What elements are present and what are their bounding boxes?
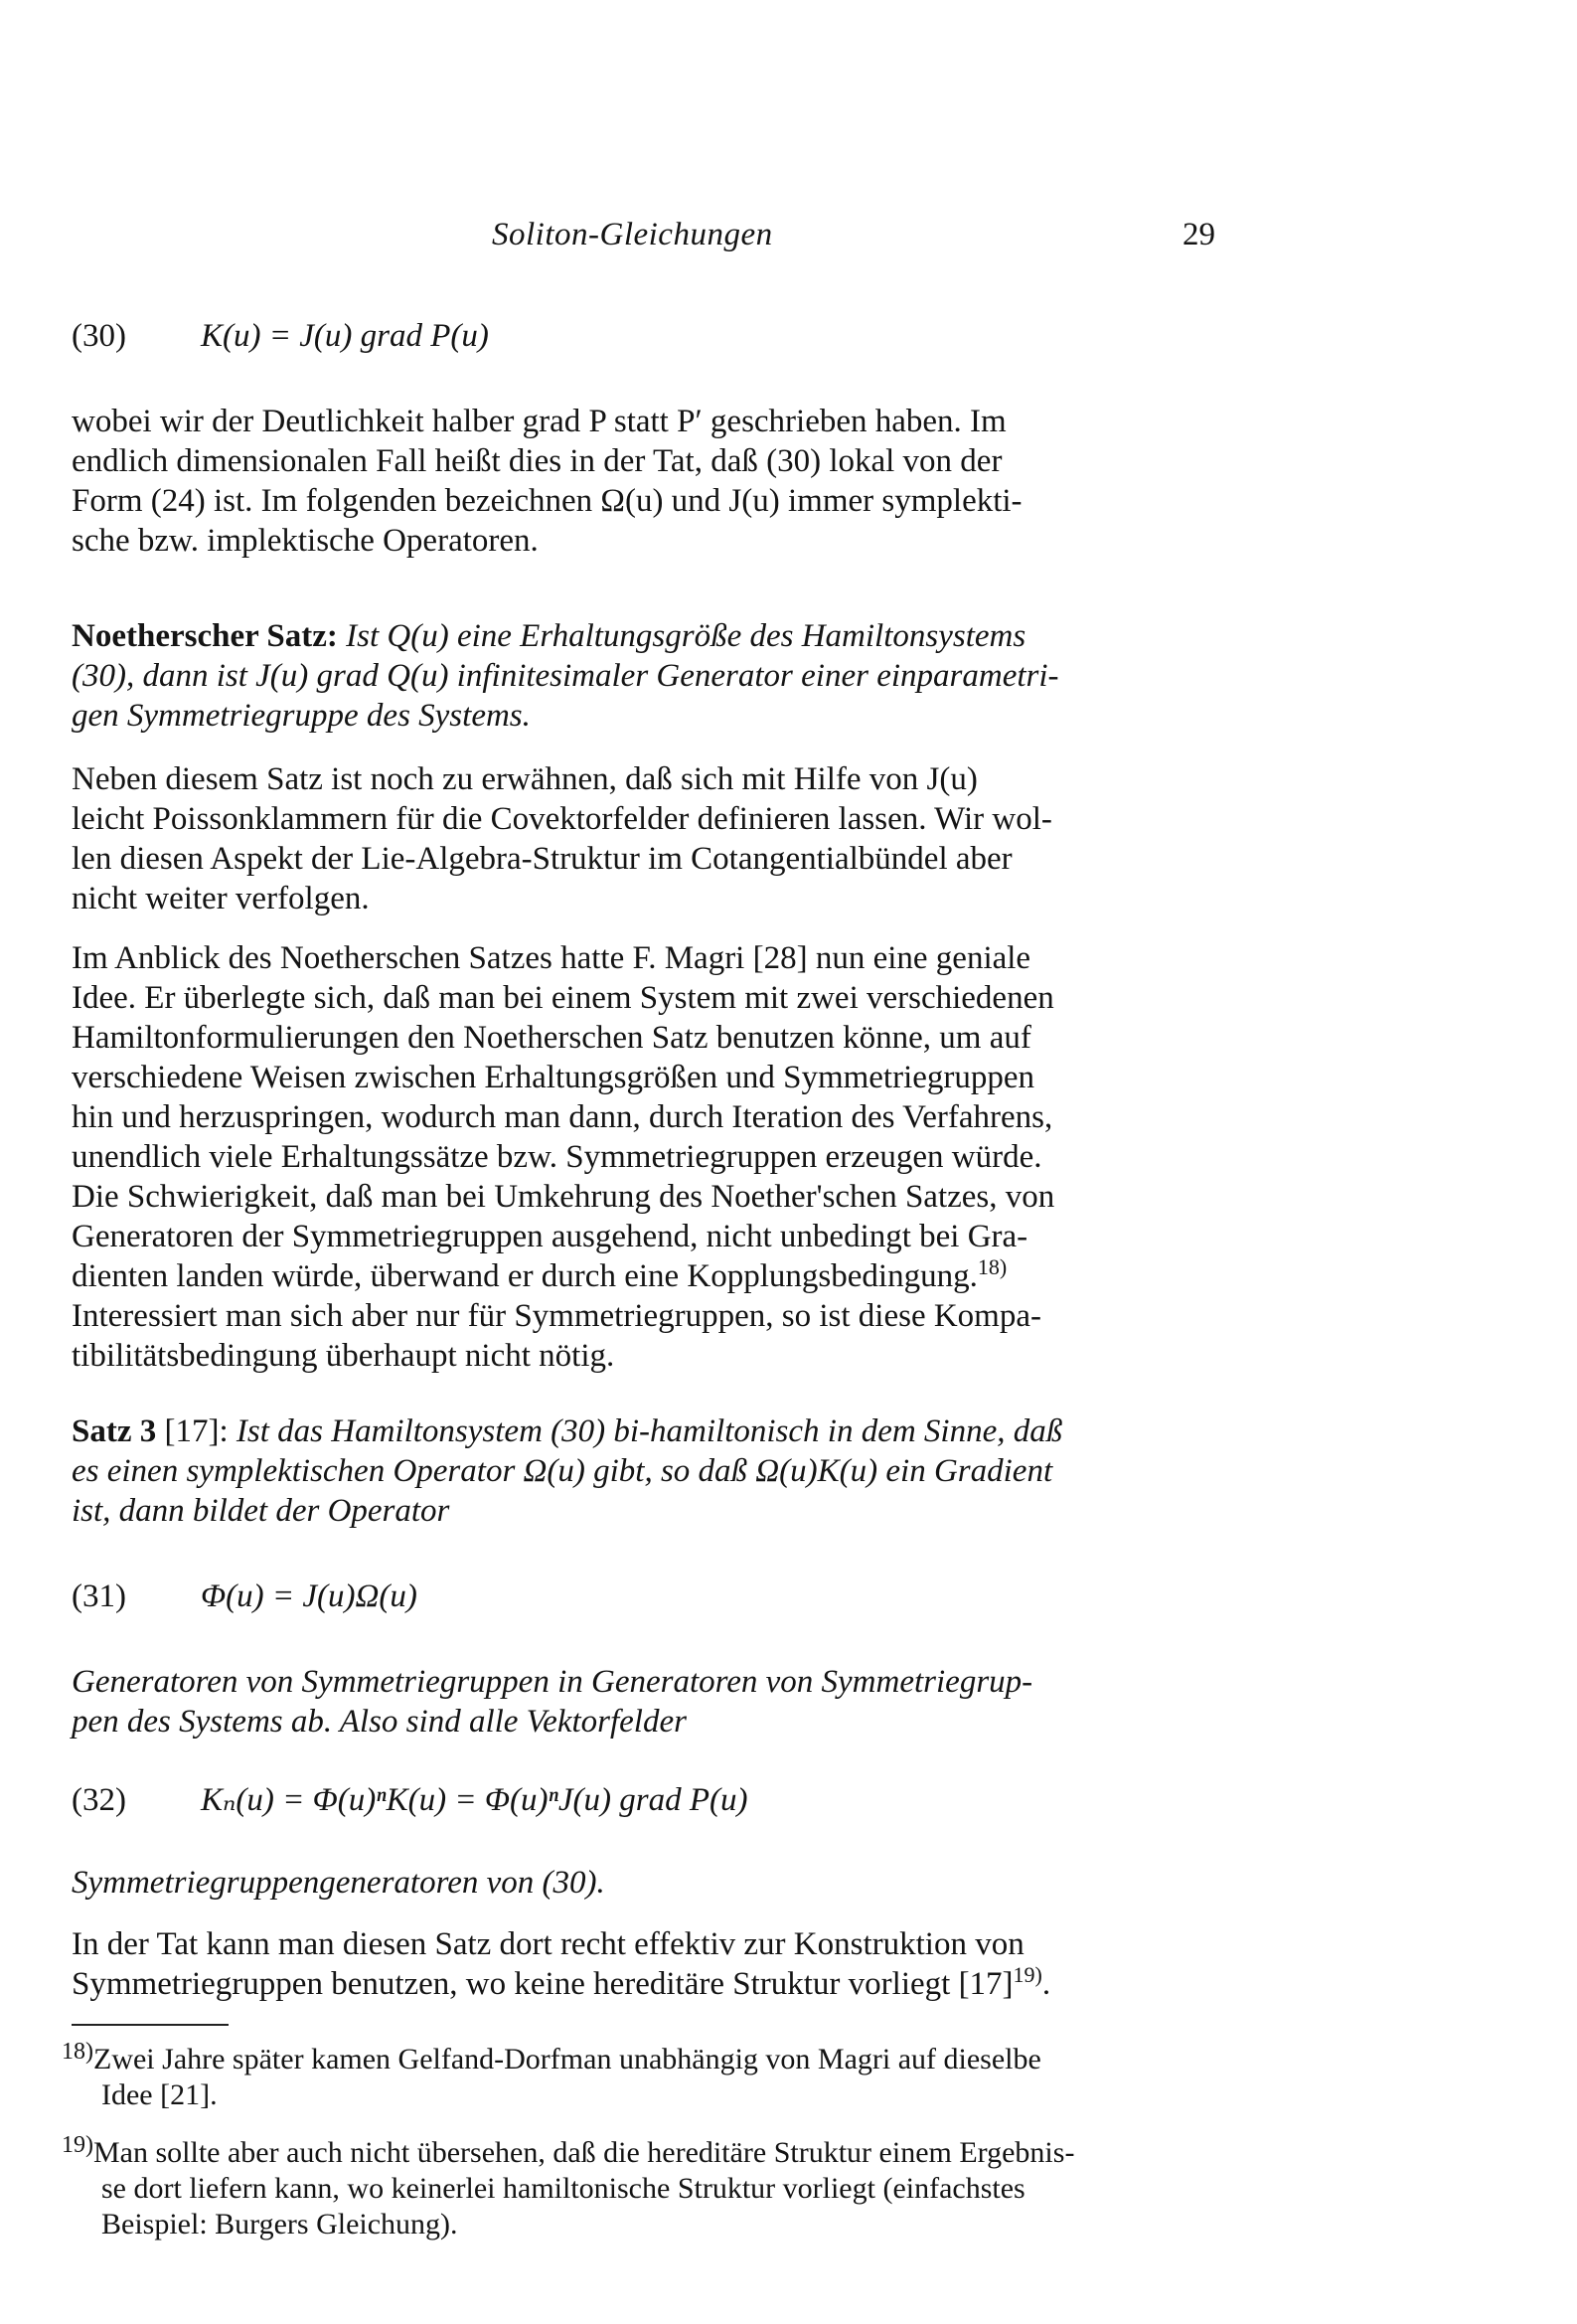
text-line: In der Tat kann man diesen Satz dort recht effektiv zur Konstruktion von: [72, 1926, 1025, 1962]
equation-number: (31): [72, 1578, 126, 1614]
equation-formula: Kₙ(u) = Φ(u)ⁿK(u) = Φ(u)ⁿJ(u) grad P(u): [201, 1782, 748, 1818]
text-line: Im Anblick des Noetherschen Satzes hatte F. Magri [28] nun eine geniale: [72, 940, 1031, 976]
text-line: ist, dann bildet der Operator: [72, 1493, 450, 1529]
equation-formula: K(u) = J(u) grad P(u): [201, 318, 489, 354]
footnote-reference: 19): [1013, 1962, 1042, 1987]
theorem-label: Satz 3: [72, 1413, 157, 1449]
equation-30: [72, 318, 489, 355]
equation-formula: Φ(u) = J(u)Ω(u): [201, 1578, 417, 1614]
footnote-divider: [72, 2024, 229, 2026]
text-line: (30), dann ist J(u) grad Q(u) infinitesimaler Generator einer einparametri-: [72, 658, 1059, 694]
text-line: Form (24) ist. Im folgenden bezeichnen Ω(u) und J(u) immer symplekti-: [72, 483, 1023, 519]
text-line: hin und herzuspringen, wodurch man dann, durch Iteration des Verfahrens,: [72, 1099, 1053, 1135]
text-line: Hamiltonformulierungen den Noetherschen Satz benutzen könne, um auf: [72, 1020, 1031, 1056]
text-line: Ist Q(u) eine Erhaltungsgröße des Hamiltonsystems: [346, 618, 1026, 654]
theorem-satz-3-continued: [72, 1662, 1224, 1742]
text-line: es einen symplektischen Operator Ω(u) gibt, so daß Ω(u)K(u) ein Gradient: [72, 1453, 1053, 1489]
text-line: verschiedene Weisen zwischen Erhaltungsgrößen und Symmetriegruppen: [72, 1060, 1035, 1095]
text-line: Generatoren von Symmetriegruppen in Generatoren von Symmetriegrup-: [72, 1664, 1033, 1700]
paragraph-1: [72, 402, 1224, 561]
text-line: gen Symmetriegruppe des Systems.: [72, 698, 531, 734]
footnote-mark: 18): [62, 2039, 93, 2065]
paragraph-3: [72, 938, 1224, 1376]
text-line: tibilitätsbedingung überhaupt nicht nötig.: [72, 1338, 615, 1374]
text-line: endlich dimensionalen Fall heißt dies in der Tat, daß (30) lokal von der: [72, 443, 1003, 479]
text-line: Man sollte aber auch nicht übersehen, daß die hereditäre Struktur einem Ergebnis-: [93, 2136, 1075, 2169]
citation: [17]:: [164, 1413, 229, 1449]
footnote-reference: 18): [977, 1254, 1008, 1279]
equation-number: (30): [72, 318, 126, 354]
text-line: Die Schwierigkeit, daß man bei Umkehrung des Noether'schen Satzes, von: [72, 1179, 1055, 1215]
running-header-title: Soliton-Gleichungen: [492, 217, 773, 252]
theorem-noether: [72, 616, 1224, 736]
text-line: Interessiert man sich aber nur für Symmetriegruppen, so ist diese Kompa-: [72, 1298, 1041, 1334]
equation-number: (32): [72, 1782, 126, 1818]
text-line: Idee [21].: [101, 2078, 218, 2111]
text-line: Neben diesem Satz ist noch zu erwähnen, daß sich mit Hilfe von J(u): [72, 761, 978, 797]
theorem-satz-3-end: [72, 1863, 1224, 1903]
text-line: Symmetriegruppengeneratoren von (30).: [72, 1865, 605, 1901]
theorem-satz-3: [72, 1411, 1224, 1531]
equation-31: [72, 1578, 417, 1615]
text-line: len diesen Aspekt der Lie-Algebra-Struktur im Cotangentialbündel aber: [72, 841, 1013, 877]
footnote-mark: 19): [62, 2132, 93, 2158]
text-line: Idee. Er überlegte sich, daß man bei einem System mit zwei verschiedenen: [72, 980, 1054, 1016]
text-line: Zwei Jahre später kamen Gelfand-Dorfman unabhängig von Magri auf dieselbe: [93, 2043, 1041, 2075]
text-line: unendlich viele Erhaltungssätze bzw. Symmetriegruppen erzeugen würde.: [72, 1139, 1042, 1175]
paragraph-4: [72, 1924, 1224, 2004]
text-line: Symmetriegruppen benutzen, wo keine hereditäre Struktur vorliegt [17]: [72, 1966, 1014, 2002]
text-line: .: [1041, 1966, 1051, 2002]
text-line: leicht Poissonklammern für die Covektorfelder definieren lassen. Wir wol-: [72, 801, 1052, 837]
theorem-label: Noetherscher Satz:: [72, 618, 338, 654]
footnote-19: [62, 2132, 1224, 2242]
text-line: wobei wir der Deutlichkeit halber grad P statt P′ geschrieben haben. Im: [72, 404, 1007, 439]
text-line: nicht weiter verfolgen.: [72, 881, 370, 916]
text-line: Ist das Hamiltonsystem (30) bi-hamiltonisch in dem Sinne, daß: [236, 1413, 1063, 1449]
equation-32: [72, 1779, 747, 1819]
page-number: 29: [1183, 217, 1215, 252]
paragraph-2: [72, 759, 1224, 918]
text-line: se dort liefern kann, wo keinerlei hamiltonische Struktur vorliegt (einfachstes: [101, 2172, 1025, 2205]
text-line: sche bzw. implektische Operatoren.: [72, 523, 539, 559]
footnote-18: [62, 2039, 1224, 2113]
text-line: dienten landen würde, überwand er durch eine Kopplungsbedingung.: [72, 1258, 978, 1294]
text-line: Beispiel: Burgers Gleichung).: [101, 2208, 458, 2241]
text-line: pen des Systems ab. Also sind alle Vektorfelder: [72, 1704, 687, 1740]
text-line: Generatoren der Symmetriegruppen ausgehend, nicht unbedingt bei Gra-: [72, 1219, 1028, 1254]
